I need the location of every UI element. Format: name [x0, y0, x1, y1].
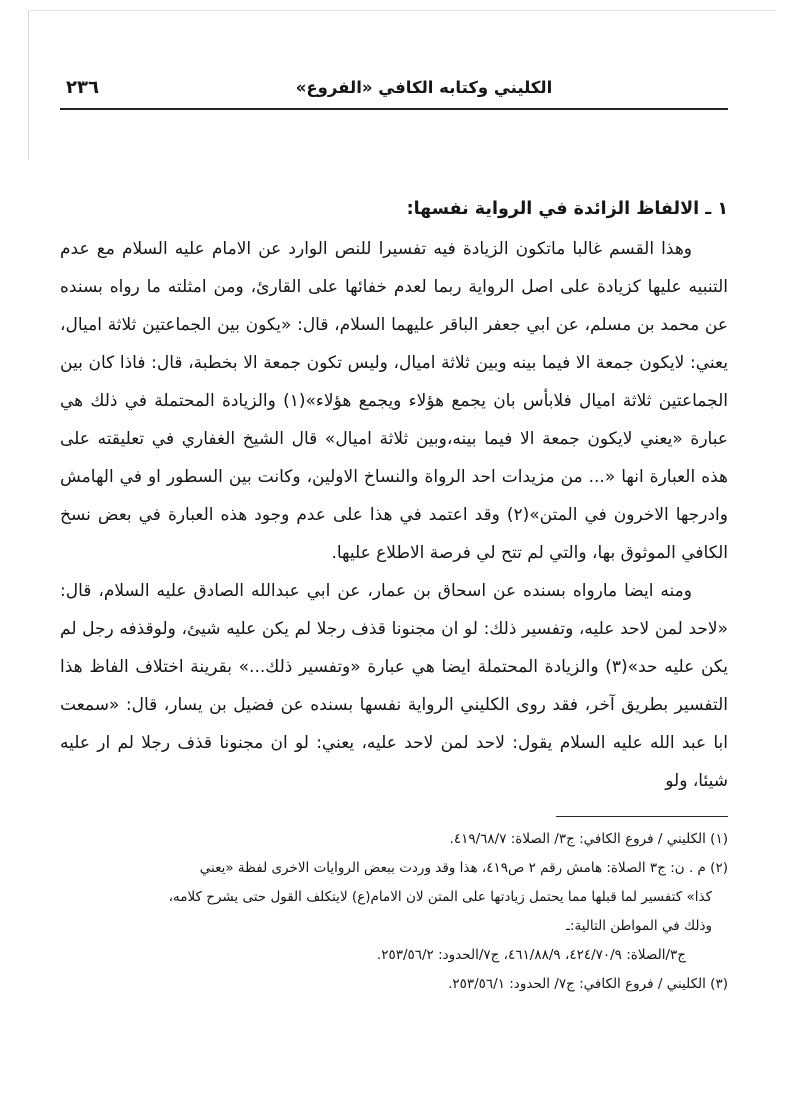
main-text	[60, 190, 728, 800]
footnote-separator	[556, 816, 728, 817]
paragraph: ومنه ايضا مارواه بسنده عن اسحاق بن عمار، عن ابي عبدالله الصادق عليه السلام، قال: «لاحد لمن لاحد عليه، وتفسير ذلك: لو ان مجنونا قذف رجلا لم يكن عليه شيئ، ولوقذفه رجل لم يكن عليه حد»(٣) والزيادة المحتملة ايضا هي عبارة «وتفسير ذلك...» بقرينة اختلاف الفاظ هذا التفسير بطريق آخر، فقد روى الكليني الرواية نفسها بسنده عن فضيل بن يسار، قال: «سمعت ابا عبد الله عليه السلام يقول: لاحد لمن لاحد عليه، يعني: لو ان مجنونا قذف رجلا لم ار عليه شيئا، ولو	[60, 581, 728, 791]
footnote-line: ج٣/الصلاة: ٤٢٤/٧٠/٩، ٤٦١/٨٨/٩، ج٧/الحدود: ٢٥٣/٥٦/٢.	[376, 947, 686, 963]
page-header	[60, 78, 728, 104]
footnote-line: كذا» كتفسير لما قبلها مما يحتمل زيادتها على المتن لان الامام(ع) لايتكلف القول حتى يشرح كلامه،	[168, 889, 712, 905]
footnote-line: وذلك في المواطن التالية:ـ	[566, 918, 712, 934]
section-heading: ١ ـ الالفاظ الزائدة في الرواية نفسها:	[406, 199, 728, 219]
footnotes-section	[60, 816, 728, 999]
footnote-line: (٣) الكليني / فروع الكافي: ج٧/ الحدود: ٢٥٣/٥٦/١.	[448, 976, 728, 992]
running-head-title: الكليني وكتابه الكافي «الفروع»	[295, 78, 553, 97]
footnote-line: (١) الكليني / فروع الكافي: ج٣/ الصلاة: ٤١٩/٦٨/٧.	[449, 831, 728, 847]
header-rule	[60, 108, 728, 110]
page-number: ٢٣٦	[66, 77, 99, 98]
footnote-line: (٢) م . ن: ج٣ الصلاة: هامش رقم ٢ ص٤١٩، هذا وقد وردت ببعض الروايات الاخرى لفظة «يعني	[199, 860, 728, 876]
paragraph: وهذا القسم غالبا ماتكون الزيادة فيه تفسيرا للنص الوارد عن الامام عليه السلام مع عدم التنبيه عليها كزيادة على اصل الرواية ربما لعدم خفائها على القارئ، ومن امثلته ما رواه بسنده عن محمد بن مسلم، عن ابي جعفر الباقر عليهما السلام، قال: «يكون بين الجماعتين ثلاثة اميال، يعني: لايكون جمعة الا فيما بينه وبين ثلاثة اميال، وليس تكون جمعة الا بخطبة، قال: فاذا كان بين الجماعتين ثلاثة اميال فلابأس بان يجمع هؤلاء ويجمع هؤلاء»(١) والزيادة المحتملة في ذلك هي عبارة «يعني لايكون جمعة الا فيما بينه،وبين ثلاثة اميال» قال الشيخ الغفاري في تعليقته على هذه العبارة انها «... من مزيدات احد الرواة والنساخ الاولين، وكانت بين السطور او في الهامش وادرجها الاخرون في المتن»(٢) وقد اعتمد في هذا على عدم وجود هذه العبارة في بعض نسخ الكافي الموثوق بها، والتي لم تتح لي فرصة الاطلاع عليها.	[60, 239, 728, 563]
